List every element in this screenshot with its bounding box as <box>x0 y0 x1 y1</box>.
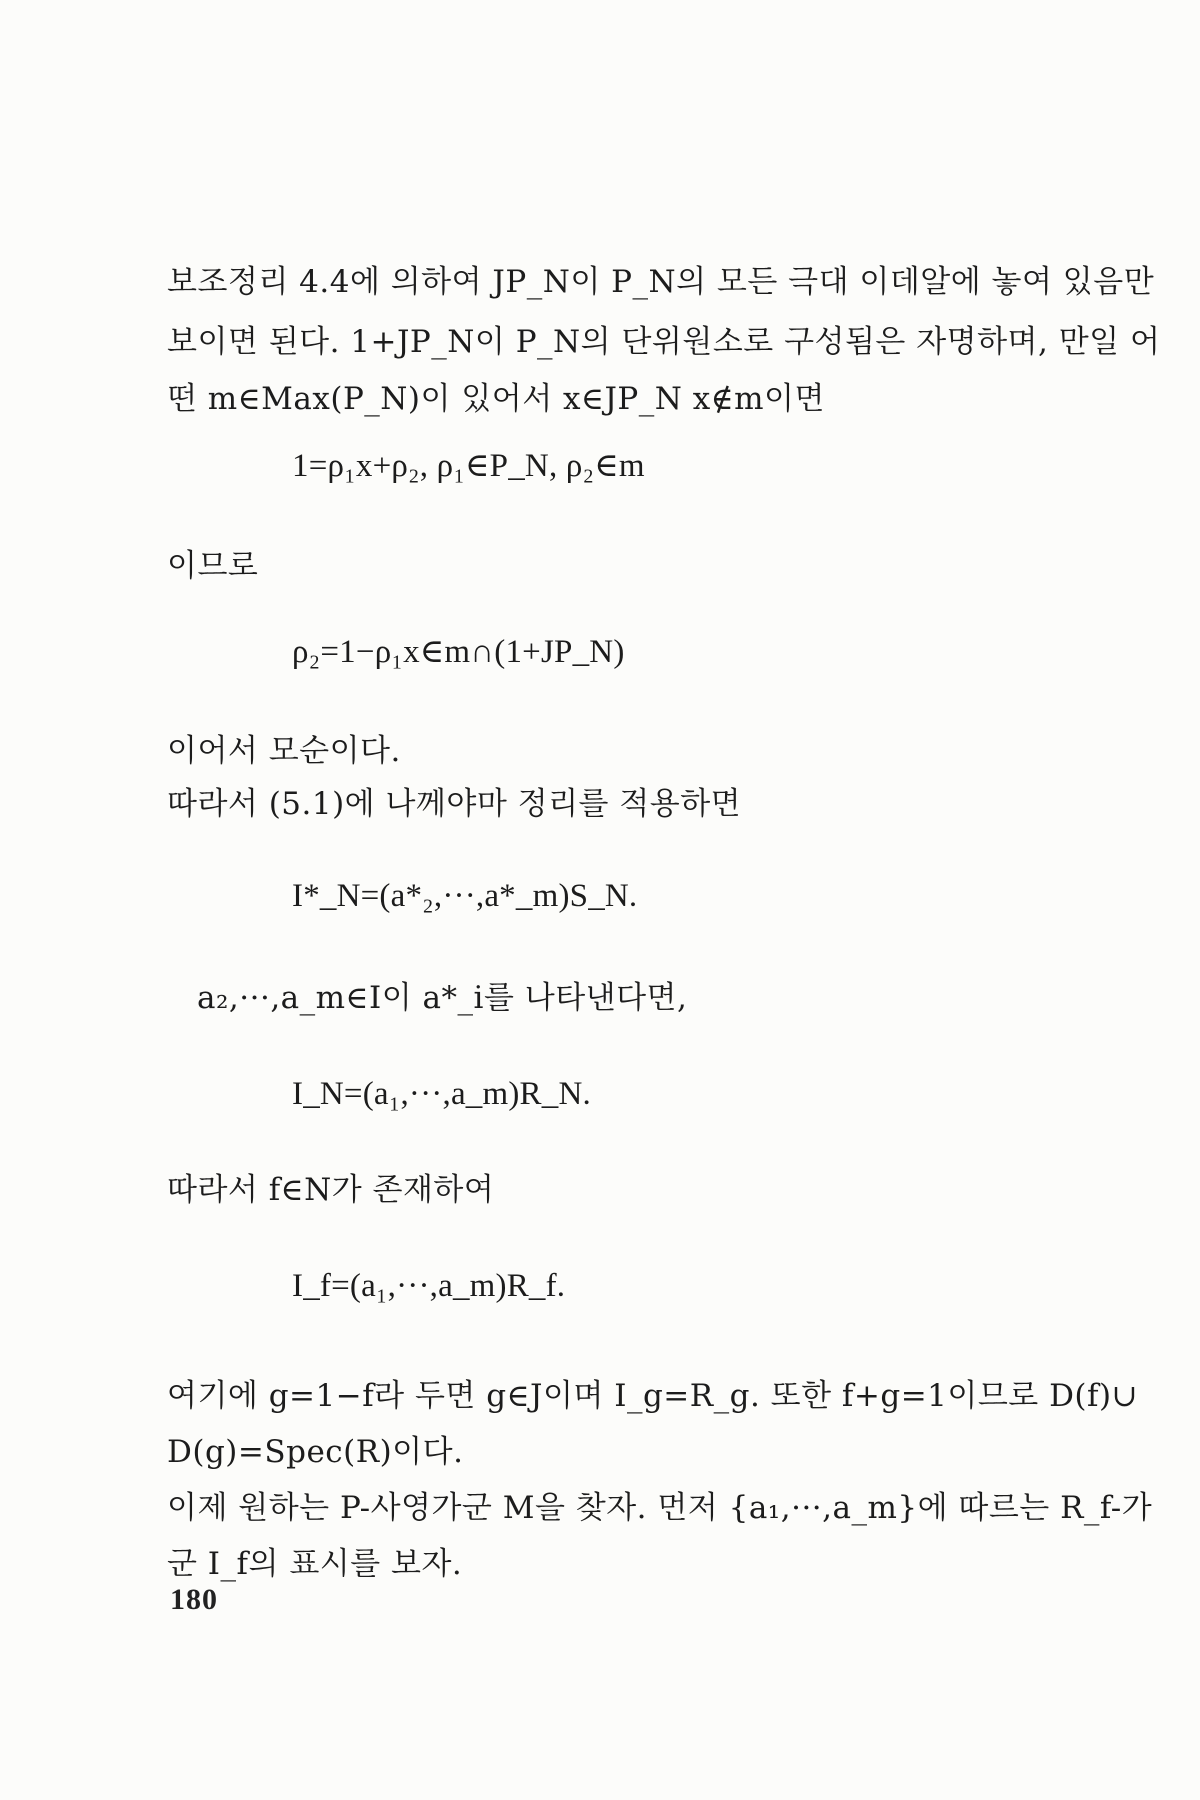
text-line-1: 보조정리 4.4에 의하여 JP_N이 P_N의 모든 극대 이데알에 놓여 있음만 <box>167 264 1155 300</box>
text-line-6: 따라서 (5.1)에 나께야마 정리를 적용하면 <box>167 786 742 822</box>
text-line-9: 여기에 g=1−f라 두면 g∈J이며 I_g=R_g. 또한 f+g=1이므로 D(f)∪ <box>167 1378 1139 1414</box>
equation-2: ρ₂=1−ρ₁x∈m∩(1+JP_N) <box>292 634 625 670</box>
equation-5: I_f=(a₁,···,a_m)R_f. <box>292 1268 566 1304</box>
text-line-12: 군 I_f의 표시를 보자. <box>167 1546 463 1582</box>
page-number: 180 <box>170 1583 218 1616</box>
text-line-4: 이므로 <box>167 548 259 584</box>
equation-4: I_N=(a₁,···,a_m)R_N. <box>292 1076 591 1112</box>
text-line-3: 떤 m∈Max(P_N)이 있어서 x∈JP_N x∉m이면 <box>167 381 825 417</box>
text-line-7: a₂,···,a_m∈I이 a*_i를 나타낸다면, <box>197 980 688 1016</box>
text-line-5: 이어서 모순이다. <box>167 733 401 769</box>
text-line-11: 이제 원하는 P-사영가군 M을 찾자. 먼저 {a₁,···,a_m}에 따르는 R_f-가 <box>167 1490 1153 1526</box>
text-line-10: D(g)=Spec(R)이다. <box>167 1434 464 1470</box>
equation-1: 1=ρ₁x+ρ₂, ρ₁∈P_N, ρ₂∈m <box>292 448 645 484</box>
text-line-8: 따라서 f∈N가 존재하여 <box>167 1172 495 1208</box>
text-line-2: 보이면 된다. 1+JP_N이 P_N의 단위원소로 구성됨은 자명하며, 만일 어 <box>167 324 1161 360</box>
equation-3: I*_N=(a*₂,···,a*_m)S_N. <box>292 878 638 914</box>
